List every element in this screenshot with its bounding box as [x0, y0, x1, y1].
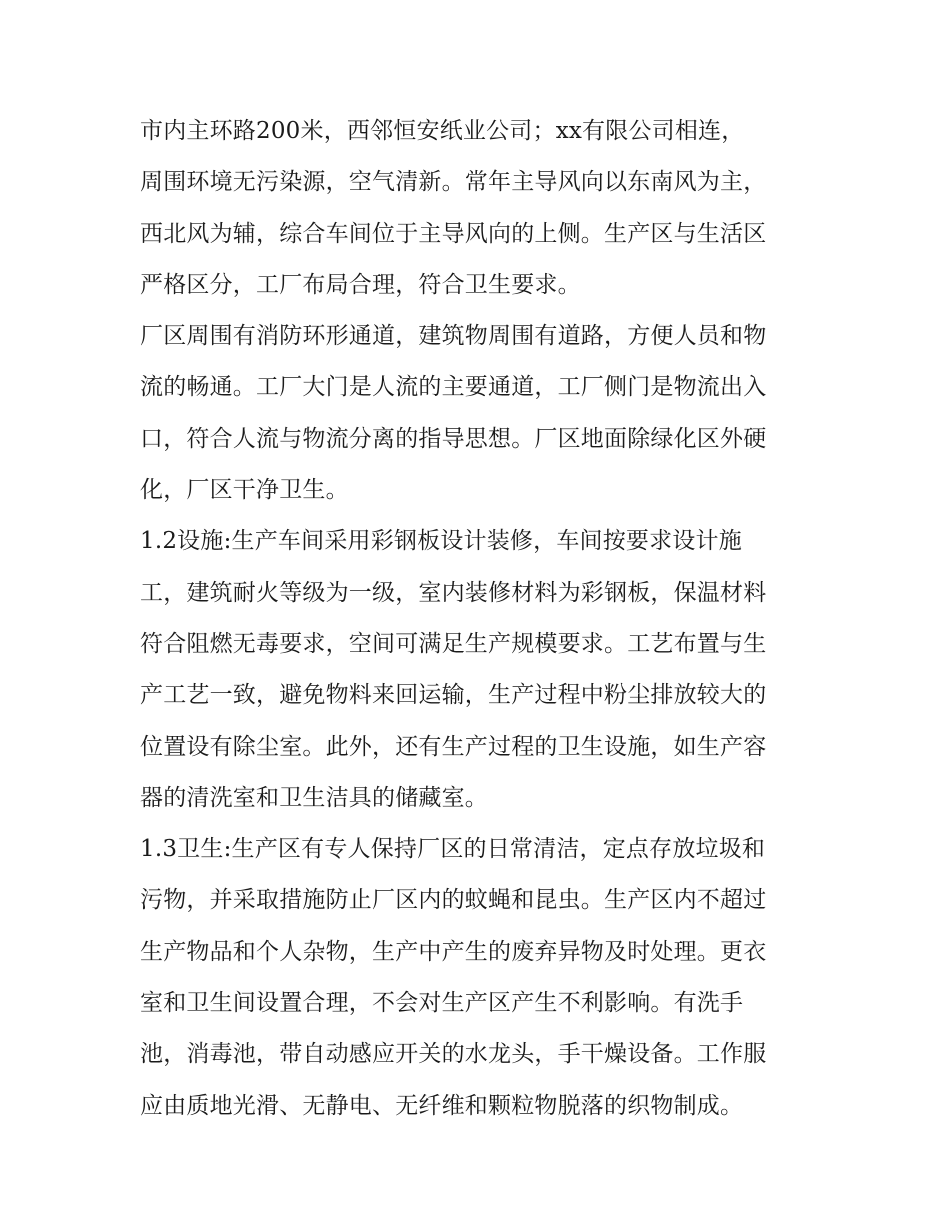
text-line-7: 口，符合人流与物流分离的指导思想。厂区地面除绿化区外硬 — [140, 425, 767, 452]
text-line-14: 器的清洗室和卫生洁具的储藏室。 — [140, 784, 488, 811]
document-body — [140, 106, 812, 1132]
text-line-12: 产工艺一致，避免物料来回运输，生产过程中粉尘排放较大的 — [140, 682, 767, 709]
text-line-10: 工，建筑耐火等级为一级，室内装修材料为彩钢板，保温材料 — [140, 579, 767, 606]
text-line-9: 1.2设施:生产车间采用彩钢板设计装修，车间按要求设计施 — [140, 528, 742, 555]
text-line-16: 污物，并采取措施防止厂区内的蚊蝇和昆虫。生产区内不超过 — [140, 887, 767, 914]
text-line-11: 符合阻燃无毒要求，空间可满足生产规模要求。工艺布置与生 — [140, 630, 767, 657]
text-line-18: 室和卫生间设置合理，不会对生产区产生不利影响。有洗手 — [140, 990, 744, 1017]
text-line-5: 厂区周围有消防环形通道，建筑物周围有道路，方便人员和物 — [140, 323, 767, 350]
text-line-8: 化，厂区干净卫生。 — [140, 477, 349, 504]
text-line-15: 1.3卫生:生产区有专人保持厂区的日常清洁，定点存放垃圾和 — [140, 836, 766, 863]
text-line-20: 应由质地光滑、无静电、无纤维和颗粒物脱落的织物制成。 — [140, 1092, 744, 1119]
text-line-6: 流的畅通。工厂大门是人流的主要通道，工厂侧门是物流出入 — [140, 374, 767, 401]
text-line-19: 池，消毒池，带自动感应开关的水龙头，手干燥设备。工作服 — [140, 1041, 767, 1068]
text-line-1: 市内主环路200米，西邻恒安纸业公司；xx有限公司相连， — [140, 118, 745, 144]
text-line-13: 位置设有除尘室。此外，还有生产过程的卫生设施，如生产容 — [140, 733, 767, 760]
text-line-3: 西北风为辅，综合车间位于主导风向的上侧。生产区与生活区 — [140, 220, 767, 247]
text-line-17: 生产物品和个人杂物，生产中产生的废弃异物及时处理。更衣 — [140, 938, 767, 965]
text-line-4: 严格区分，工厂布局合理，符合卫生要求。 — [140, 271, 581, 298]
text-line-2: 周围环境无污染源，空气清新。常年主导风向以东南风为主， — [140, 169, 767, 196]
